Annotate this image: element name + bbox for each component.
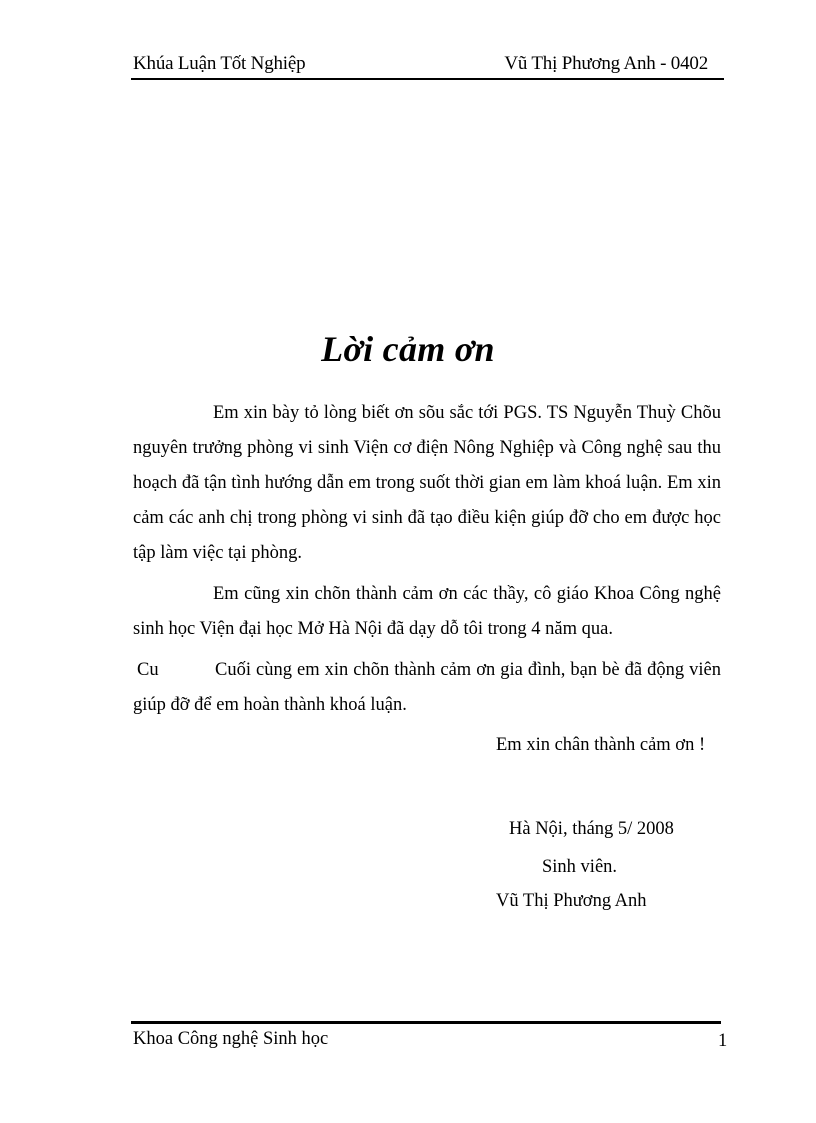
page-header [131,52,724,80]
acknowledgement-body [133,396,721,723]
signature-name: Vũ Thị Phương Anh [496,891,647,911]
closing-line: Em xin chân thành cảm ơn ! [496,735,706,755]
paragraph-3 [133,653,721,723]
footer-divider [131,1021,721,1024]
signature-place-date: Hà Nội, tháng 5/ 2008 [509,819,674,839]
page-title: Lời cảm ơn [321,329,495,369]
paragraph-1: Em xin bày tỏ lòng biết ơn sõu sắc tới PGS. TS Nguyễn Thuỳ Chõu nguyên trưởng phòng vi sinh Viện cơ điện Nông Nghiệp và Công nghệ sau thu hoạch đã tận tình hướng dẫn em trong suốt thời gian em làm khoá luận. Em xin cảm các anh chị trong phòng vi sinh đã tạo điều kiện giúp đỡ cho em được học tập làm việc tại phòng. [133,403,721,563]
paragraph-3-prefix: Cu [137,660,159,680]
signature-label: Sinh viên. [542,857,618,877]
page-number: 1 [718,1031,728,1051]
header-thesis-label: Khúa Luận Tốt Nghiệp [133,53,306,74]
header-author-label: Vũ Thị Phương Anh - 0402 [504,53,708,74]
footer-department: Khoa Công nghệ Sinh học [133,1029,329,1049]
paragraph-2: Em cũng xin chõn thành cảm ơn các thầy, cô giáo Khoa Công nghệ sinh học Viện đại học Mở Hà Nội đã dạy dỗ tôi trong 4 năm qua. [133,584,721,639]
paragraph-3-text: Cuối cùng em xin chõn thành cảm ơn gia đình, bạn bè đã động viên giúp đỡ để em hoàn thành khoá luận. [133,660,721,715]
